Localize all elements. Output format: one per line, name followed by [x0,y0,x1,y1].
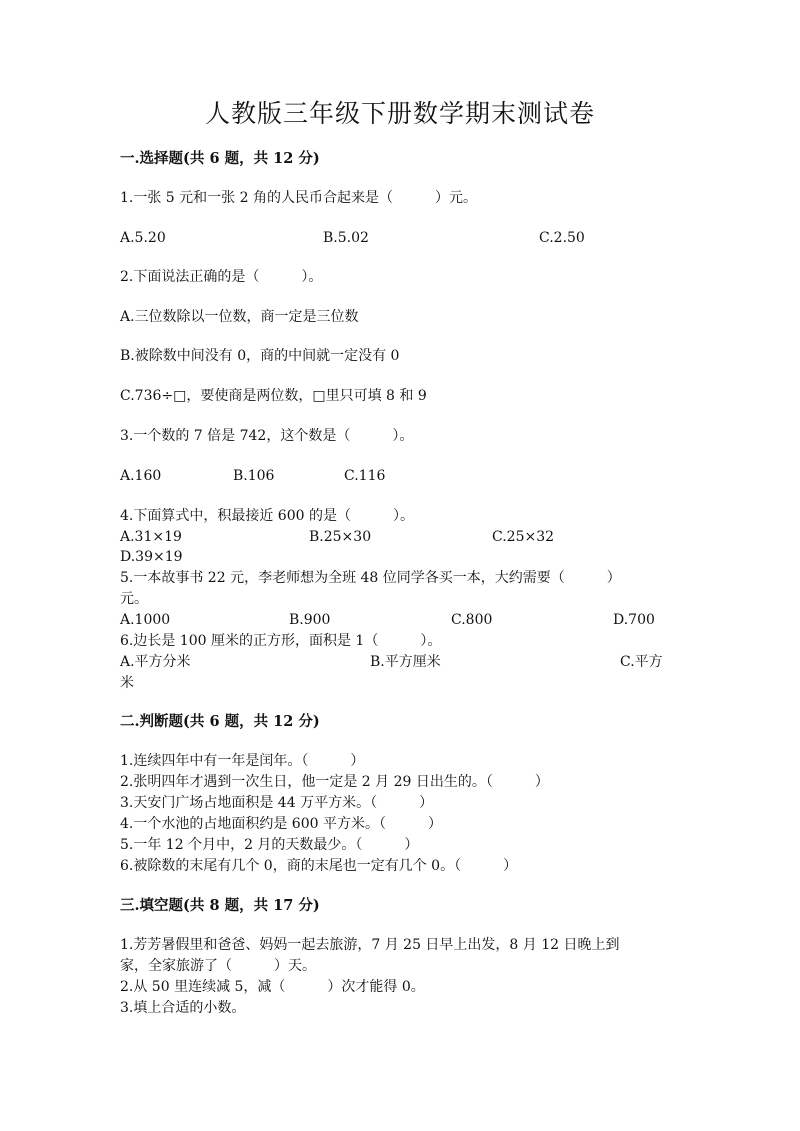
option-a: A.31×19 [120,529,182,545]
option-b: B.900 [289,612,331,628]
judge-item: 2.张明四年才遇到一次生日，他一定是 2 月 29 日出生的。（ ） [120,774,549,790]
question-stem: 5.一本故事书 22 元，李老师想为全班 48 位同学各买一本，大约需要（ ） [120,570,621,586]
option-a: A.1000 [120,612,171,628]
question-stem: 2.下面说法正确的是（ ）。 [120,269,323,285]
option-a: A.三位数除以一位数，商一定是三位数 [120,309,359,325]
option-a: A.160 [120,468,162,484]
option-a: A.5.20 [120,230,166,246]
judge-item: 1.连续四年中有一年是闰年。（ ） [120,753,365,769]
option-a: A.平方分米 [120,654,191,670]
option-b: B.5.02 [323,230,369,246]
option-c: C.25×32 [492,529,555,545]
question-stem: 4.下面算式中，积最接近 600 的是（ ）。 [120,508,414,524]
section-heading-choice: 一.选择题(共 6 题，共 12 分) [120,150,320,167]
judge-item: 6.被除数的末尾有几个 0，商的末尾也一定有几个 0。（ ） [120,858,518,874]
question-stem: 1.一张 5 元和一张 2 角的人民币合起来是（ ）元。 [120,190,477,206]
option-c-cont: 米 [120,675,134,691]
fill-item: 1.芳芳暑假里和爸爸、妈妈一起去旅游，7 月 25 日早上出发，8 月 12 日晚上到 [120,937,620,953]
fill-item-cont: 家，全家旅游了（ ）天。 [120,958,316,974]
option-d: D.700 [613,612,655,628]
judge-item: 5.一年 12 个月中，2 月的天数最少。（ ） [120,837,419,853]
option-d: D.39×19 [120,549,183,565]
option-c: C.2.50 [539,230,585,246]
page-title: 人教版三年级下册数学期末测试卷 [204,99,595,128]
section-heading-judge: 二.判断题(共 6 题，共 12 分) [120,713,320,730]
fill-item: 2.从 50 里连续减 5，减（ ）次才能得 0。 [120,979,425,995]
question-stem: 3.一个数的 7 倍是 742，这个数是（ ）。 [120,428,414,444]
section-heading-fill: 三.填空题(共 8 题，共 17 分) [120,897,320,914]
question-stem: 6.边长是 100 厘米的正方形，面积是 1（ ）。 [120,633,442,649]
option-c: C.116 [344,468,386,484]
option-b: B.平方厘米 [370,654,441,670]
option-c: C.平方 [620,654,663,670]
judge-item: 4.一个水池的占地面积约是 600 平方米。（ ） [120,816,442,832]
option-b: B.25×30 [309,529,372,545]
fill-item: 3.填上合适的小数。 [120,1000,246,1016]
option-b: B.被除数中间没有 0，商的中间就一定没有 0 [120,348,400,364]
option-c: C.800 [451,612,493,628]
question-stem-cont: 元。 [120,591,148,607]
option-b: B.106 [233,468,275,484]
judge-item: 3.天安门广场占地面积是 44 万平方米。（ ） [120,795,434,811]
option-c: C.736÷□，要使商是两位数，□里只可填 8 和 9 [120,388,427,404]
